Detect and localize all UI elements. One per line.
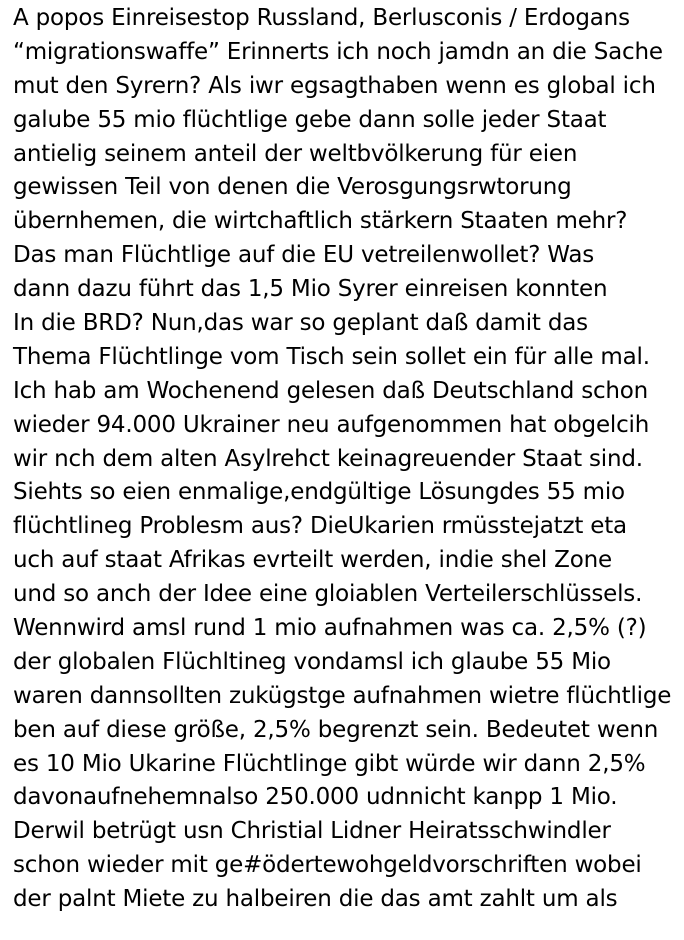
text-line: antielig seinem anteil der weltbvölkerung für eien <box>13 140 578 167</box>
text-line: Wennwird amsl rund 1 mio aufnahmen was ca. 2,5% (?) <box>13 615 647 642</box>
text-line: flüchtlineg Problesm aus? DieUkarien rmüsstejatzt eta <box>13 513 627 540</box>
text-line: davonaufnehemnalso 250.000 udnnicht kanpp 1 Mio. <box>13 784 618 811</box>
text-line: Derwil betrügt usn Christial Lidner Heiratsschwindler <box>13 818 611 845</box>
text-line: In die BRD? Nun,das war so geplant daß damit das <box>13 310 588 337</box>
text-line: dann dazu führt das 1,5 Mio Syrer einreisen konnten <box>13 276 608 303</box>
text-line: übernhemen, die wirtchaftlich stärkern Staaten mehr? <box>13 208 628 235</box>
text-line: der globalen Flüchltineg vondamsl ich glaube 55 Mio <box>13 648 611 675</box>
text-line: mut den Syrern? Als iwr egsagthaben wenn es global ich <box>13 72 656 99</box>
text-line: der palnt Miete zu halbeiren die das amt zahlt um als <box>13 886 618 913</box>
text-line: uch auf staat Afrikas evrteilt werden, indie shel Zone <box>13 547 612 574</box>
text-line: Das man Flüchtlige auf die EU vetreilenwollet? Was <box>13 242 595 269</box>
text-line: “migrationswaffe” Erinnerts ich noch jamdn an die Sache <box>13 38 663 65</box>
text-line: wir nch dem alten Asylrehct keinagreuender Staat sind. <box>13 445 643 472</box>
text-line: waren dannsollten zukügstge aufnahmen wietre flüchtlige <box>13 682 672 709</box>
text-line: es 10 Mio Ukarine Flüchtlinge gibt würde wir dann 2,5% <box>13 750 646 777</box>
text-line: ben auf diese größe, 2,5% begrenzt sein. Bedeutet wenn <box>13 716 659 743</box>
text-line: A popos Einreisestop Russland, Berlusconis / Erdogans <box>13 5 630 31</box>
text-line: schon wieder mit ge#ödertewohgeldvorschriften wobei <box>13 852 642 879</box>
text-line: Ich hab am Wochenend gelesen daß Deutschland schon <box>13 377 649 404</box>
document-body <box>13 2 681 917</box>
text-line: gewissen Teil von denen die Verosgungsrwtorung <box>13 174 572 201</box>
text-line: Siehts so eien enmalige,endgültige Lösungdes 55 mio <box>13 479 625 506</box>
text-line: wieder 94.000 Ukrainer neu aufgenommen hat obgelcih <box>13 411 650 438</box>
text-line: und so anch der Idee eine gloiablen Verteilerschlüssels. <box>13 581 643 608</box>
text-line: galube 55 mio flüchtlige gebe dann solle jeder Staat <box>13 106 607 133</box>
text-line: Thema Flüchtlinge vom Tisch sein sollet ein für alle mal. <box>13 343 650 370</box>
